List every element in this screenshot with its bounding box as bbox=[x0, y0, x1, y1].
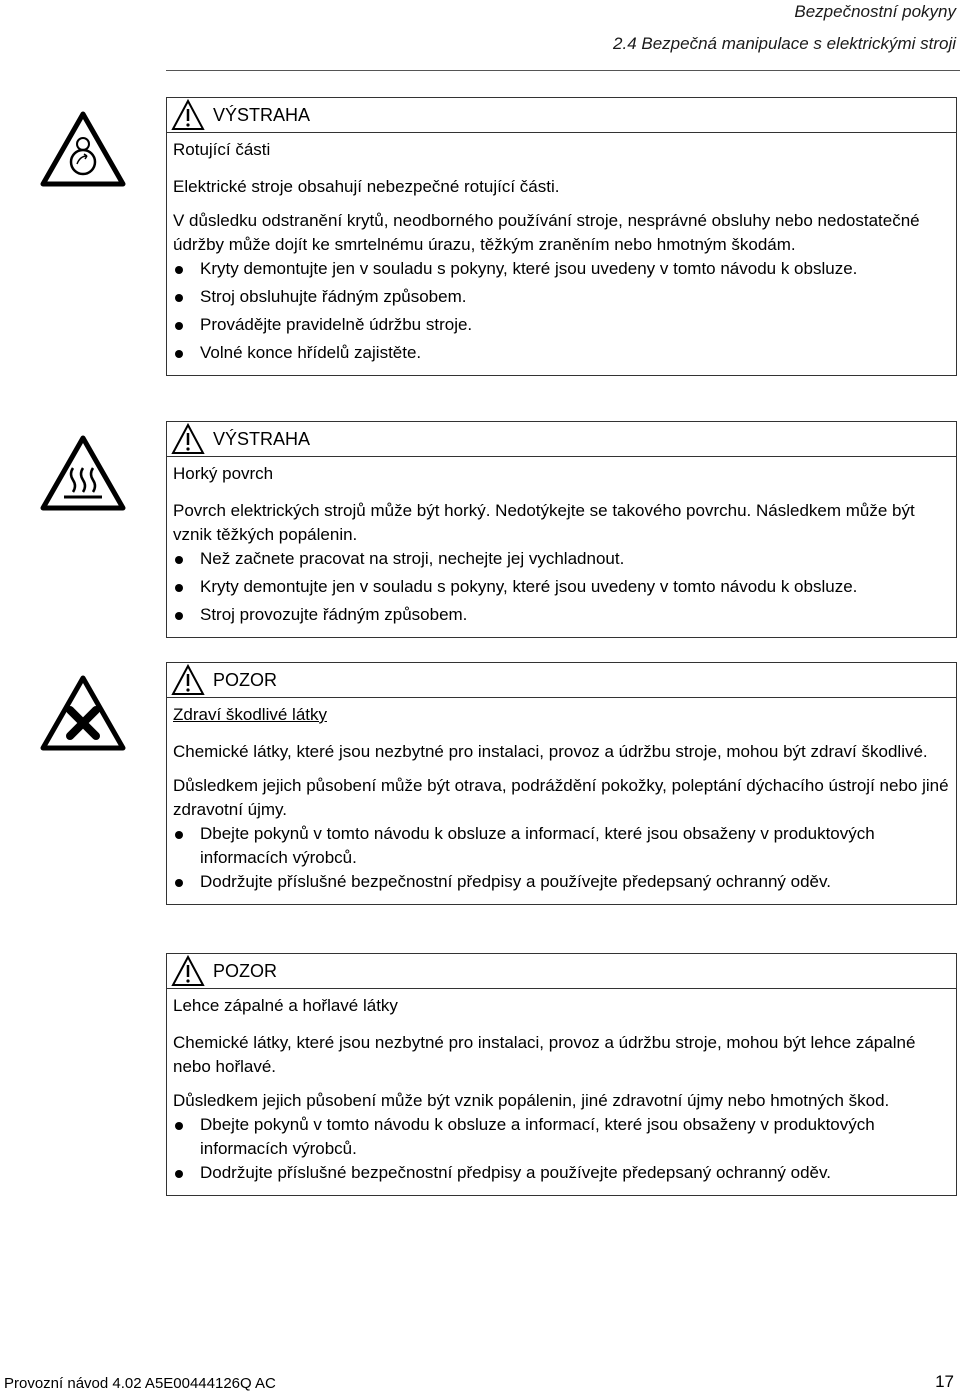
signal-word: VÝSTRAHA bbox=[213, 428, 311, 449]
warning-paragraph: Elektrické stroje obsahují nebezpečné rotující části. bbox=[173, 177, 560, 196]
bullet-icon bbox=[175, 322, 183, 330]
list-item: Dbejte pokynů v tomto návodu k obsluze a informací, které jsou obsaženy v produktových informacích výrobců. bbox=[173, 1113, 950, 1161]
harmful-substance-icon bbox=[40, 674, 126, 752]
bullet-icon bbox=[175, 879, 183, 887]
bullet-icon bbox=[175, 1122, 183, 1130]
warning-triangle-icon bbox=[171, 423, 205, 455]
list-item: Provádějte pravidelně údržbu stroje. bbox=[173, 313, 950, 341]
rotating-parts-icon bbox=[40, 110, 126, 188]
warning-triangle-icon bbox=[171, 664, 205, 696]
warning-paragraph: Chemické látky, které jsou nezbytné pro instalaci, provoz a údržbu stroje, mohou být zdraví škodlivé. bbox=[173, 742, 928, 761]
header-rule bbox=[166, 70, 960, 71]
list-item: Dbejte pokynů v tomto návodu k obsluze a informací, které jsou obsaženy v produktových informacích výrobců. bbox=[173, 822, 950, 870]
warning-title: Rotující části bbox=[173, 140, 271, 159]
list-item: Stroj obsluhujte řádným způsobem. bbox=[173, 285, 950, 313]
list-item: Volné konce hřídelů zajistěte. bbox=[173, 341, 950, 369]
bullet-icon bbox=[175, 612, 183, 620]
warning-triangle-icon bbox=[171, 955, 205, 987]
signal-word: POZOR bbox=[213, 669, 278, 690]
hot-surface-icon bbox=[40, 434, 126, 512]
list-item: Dodržujte příslušné bezpečnostní předpisy a používejte předepsaný ochranný oděv. bbox=[173, 870, 950, 898]
bullet-icon bbox=[175, 266, 183, 274]
warning-title: Horký povrch bbox=[173, 464, 274, 483]
warning-paragraph: V důsledku odstranění krytů, neodborného používání stroje, nesprávné obsluhy nebo nedostatečné údržby může dojít ke smrtelnému úrazu, těžkým zraněním nebo hmotným škodám. bbox=[173, 211, 920, 254]
footer-doc-id: Provozní návod 4.02 A5E00444126Q AC bbox=[4, 1375, 276, 1392]
page-number: 17 bbox=[935, 1372, 954, 1391]
warning-title: Zdraví škodlivé látky bbox=[173, 705, 327, 724]
list-item: Než začnete pracovat na stroji, nechejte jej vychladnout. bbox=[173, 547, 950, 575]
warning-header bbox=[167, 662, 956, 698]
warning-box-flammable-substances bbox=[166, 953, 957, 1196]
warning-header bbox=[167, 421, 956, 457]
signal-word: VÝSTRAHA bbox=[213, 104, 311, 125]
warning-box-harmful-substances bbox=[166, 662, 957, 905]
bullet-icon bbox=[175, 584, 183, 592]
bullet-icon bbox=[175, 1170, 183, 1178]
bullet-list bbox=[173, 1113, 950, 1189]
warning-triangle-icon bbox=[171, 99, 205, 131]
bullet-icon bbox=[175, 294, 183, 302]
bullet-icon bbox=[175, 556, 183, 564]
warning-box-rotating-parts bbox=[166, 97, 957, 376]
warning-paragraph: Důsledkem jejich působení může být otrava, podráždění pokožky, poleptání dýchacího ústrojí nebo jiné zdravotní újmy. bbox=[173, 776, 949, 819]
warning-paragraph: Chemické látky, které jsou nezbytné pro instalaci, provoz a údržbu stroje, mohou být lehce zápalné nebo hořlavé. bbox=[173, 1033, 916, 1076]
bullet-list bbox=[173, 257, 950, 369]
list-item: Stroj provozujte řádným způsobem. bbox=[173, 603, 950, 631]
signal-word: POZOR bbox=[213, 960, 278, 981]
warning-header bbox=[167, 953, 956, 989]
warning-box-hot-surface bbox=[166, 421, 957, 638]
list-item: Dodržujte příslušné bezpečnostní předpisy a používejte předepsaný ochranný oděv. bbox=[173, 1161, 950, 1189]
header-section: Bezpečnostní pokyny bbox=[794, 2, 956, 21]
warning-header bbox=[167, 97, 956, 133]
bullet-list bbox=[173, 822, 950, 898]
bullet-list bbox=[173, 547, 950, 631]
warning-paragraph: Důsledkem jejich působení může být vznik popálenin, jiné zdravotní újmy nebo hmotných škod. bbox=[173, 1091, 890, 1110]
warning-paragraph: Povrch elektrických strojů může být horký. Nedotýkejte se takového povrchu. Následkem může být vznik těžkých popálenin. bbox=[173, 501, 915, 544]
header-subsection: 2.4 Bezpečná manipulace s elektrickými stroji bbox=[613, 34, 956, 53]
bullet-icon bbox=[175, 831, 183, 839]
list-item: Kryty demontujte jen v souladu s pokyny, které jsou uvedeny v tomto návodu k obsluze. bbox=[173, 575, 950, 603]
list-item: Kryty demontujte jen v souladu s pokyny, které jsou uvedeny v tomto návodu k obsluze. bbox=[173, 257, 950, 285]
bullet-icon bbox=[175, 350, 183, 358]
warning-title: Lehce zápalné a hořlavé látky bbox=[173, 996, 398, 1015]
